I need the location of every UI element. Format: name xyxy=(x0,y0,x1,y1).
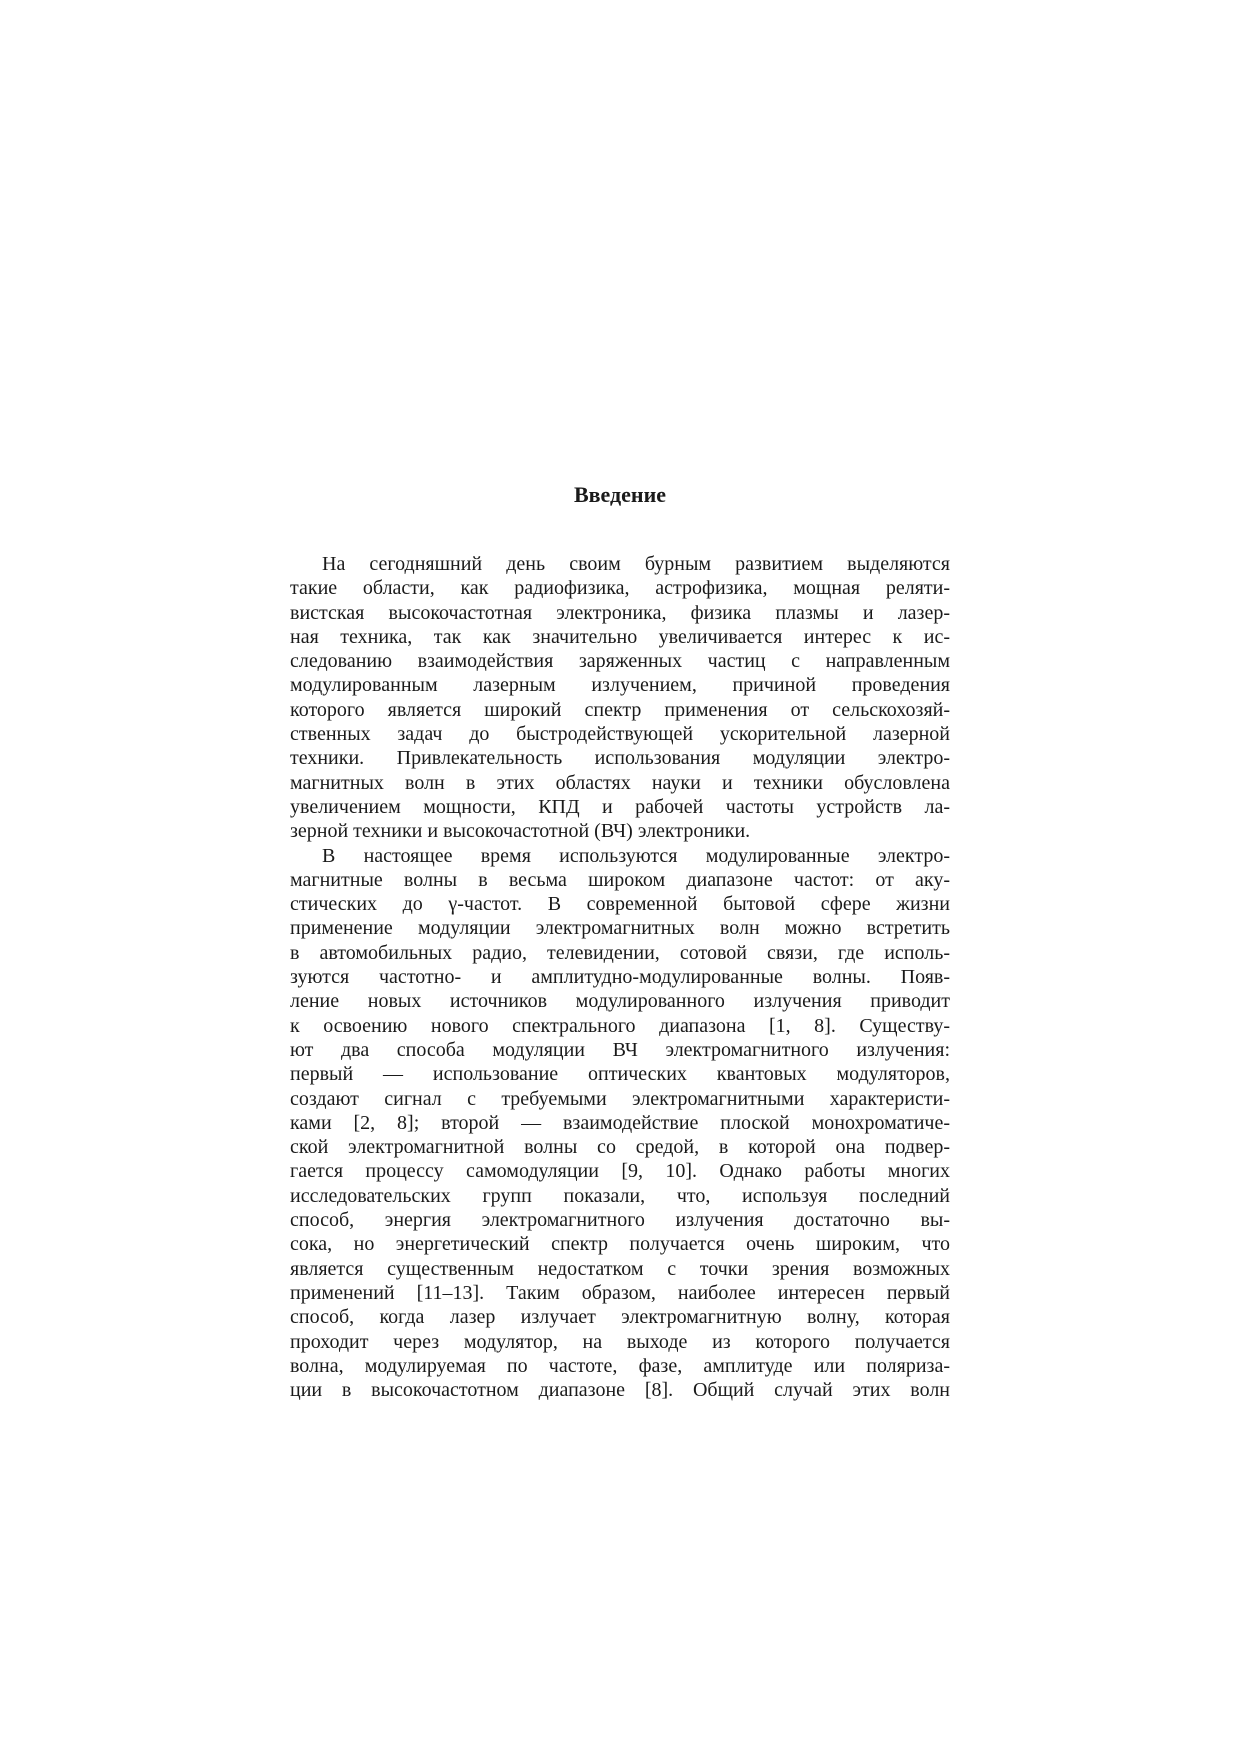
text-line: является существенным недостатком с точки зрения возможных xyxy=(290,1257,950,1280)
text-line: магнитные волны в весьма широком диапазоне частот: от аку- xyxy=(290,868,950,891)
text-line: зерной техники и высокочастотной (ВЧ) электроники. xyxy=(290,820,751,843)
text-line: гается процессу самомодуляции [9, 10]. Однако работы многих xyxy=(290,1160,950,1183)
text-line: ление новых источников модулированного излучения приводит xyxy=(290,990,950,1013)
body-text xyxy=(290,552,950,1402)
text-line: ской электромагнитной волны со средой, в которой она подвер- xyxy=(290,1136,950,1159)
text-line: в автомобильных радио, телевидении, сотовой связи, где исполь- xyxy=(290,941,950,964)
text-line: к освоению нового спектрального диапазона [1, 8]. Существу- xyxy=(290,1014,950,1037)
text-line: исследовательских групп показали, что, используя последний xyxy=(290,1184,950,1207)
text-line: увеличением мощности, КПД и рабочей частоты устройств ла- xyxy=(290,795,950,818)
text-line: первый — использование оптических квантовых модуляторов, xyxy=(290,1063,950,1086)
text-line: ками [2, 8]; второй — взаимодействие плоской монохроматиче- xyxy=(290,1111,950,1134)
text-line: создают сигнал с требуемыми электромагнитными характеристи- xyxy=(290,1087,950,1110)
section-heading: Введение xyxy=(573,482,667,507)
text-line: волна, модулируемая по частоте, фазе, амплитуде или поляриза- xyxy=(290,1354,950,1377)
text-line: вистская высокочастотная электроника, физика плазмы и лазер- xyxy=(290,601,950,624)
text-line: применение модуляции электромагнитных волн можно встретить xyxy=(290,917,950,940)
text-line: способ, энергия электромагнитного излучения достаточно вы- xyxy=(290,1209,950,1232)
text-line: применений [11–13]. Таким образом, наиболее интересен первый xyxy=(290,1281,950,1304)
text-line: способ, когда лазер излучает электромагнитную волну, которая xyxy=(290,1306,950,1329)
text-line: такие области, как радиофизика, астрофизика, мощная реляти- xyxy=(290,577,950,600)
text-line: техники. Привлекательность использования модуляции электро- xyxy=(290,747,950,770)
text-line: сока, но энергетический спектр получается очень широким, что xyxy=(290,1233,950,1256)
text-line: зуются частотно- и амплитудно-модулированные волны. Появ- xyxy=(290,966,950,989)
text-line: ственных задач до быстродействующей ускорительной лазерной xyxy=(290,723,950,746)
text-line: магнитных волн в этих областях науки и техники обусловлена xyxy=(290,771,950,794)
text-line: ции в высокочастотном диапазоне [8]. Общий случай этих волн xyxy=(290,1379,950,1402)
text-line: ют два способа модуляции ВЧ электромагнитного излучения: xyxy=(290,1038,950,1061)
text-line: проходит через модулятор, на выходе из которого получается xyxy=(290,1330,950,1353)
text-line: модулированным лазерным излучением, причиной проведения xyxy=(290,674,950,697)
text-line: На сегодняшний день своим бурным развитием выделяются xyxy=(322,553,950,575)
text-line: В настоящее время используются модулированные электро- xyxy=(322,844,950,867)
text-line: следованию взаимодействия заряженных частиц с направленным xyxy=(290,650,950,673)
text-line: которого является широкий спектр применения от сельскохозяй- xyxy=(290,698,950,721)
text-line: ная техника, так как значительно увеличивается интерес к ис- xyxy=(290,625,950,648)
text-line: стических до γ-частот. В современной бытовой сфере жизни xyxy=(290,893,950,916)
